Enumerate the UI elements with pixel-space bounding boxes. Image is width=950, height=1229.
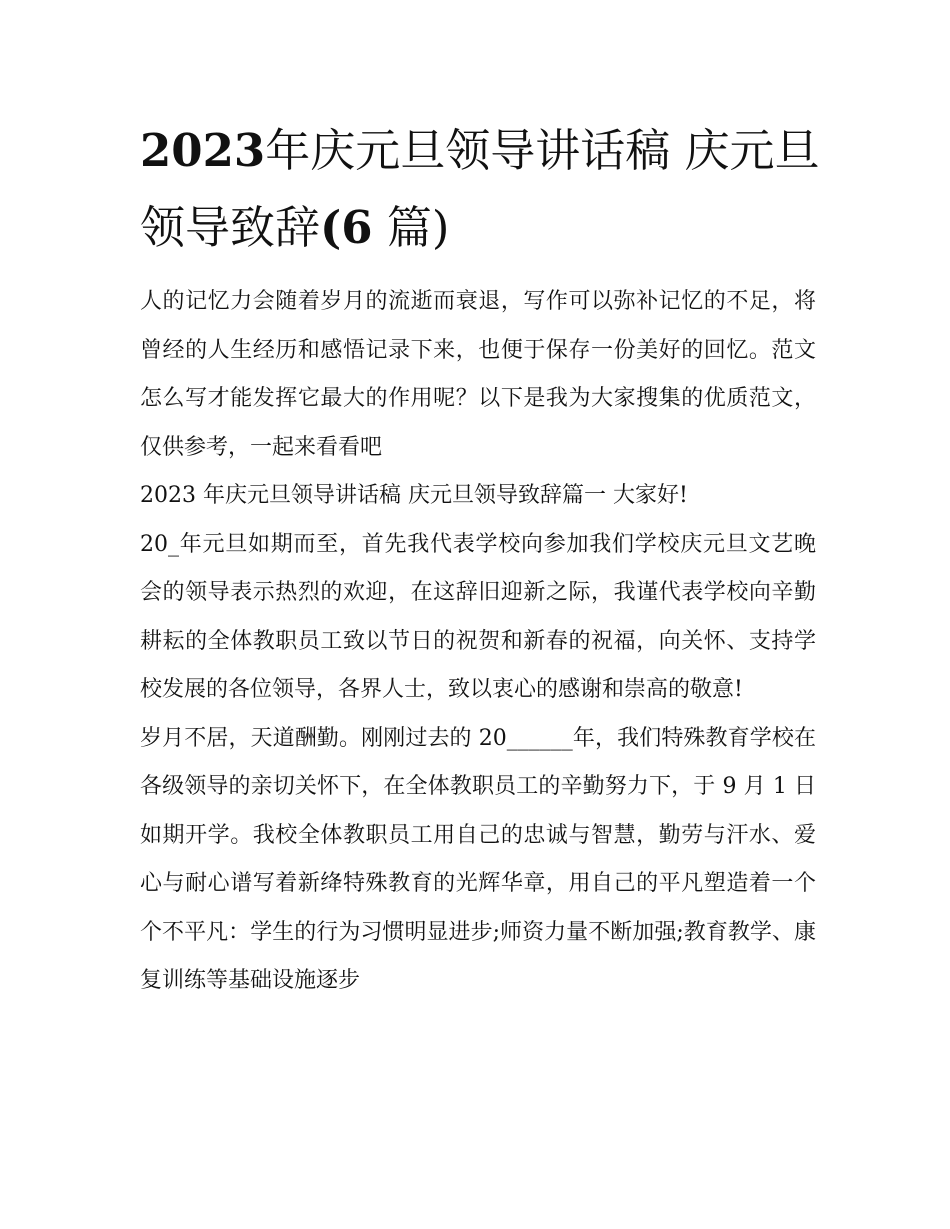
document-body — [140, 278, 816, 1006]
document-title — [140, 112, 820, 266]
paragraph-review: 岁月不居，天道酬勤。刚刚过去的 20______年，我们特殊教育学校在各级领导的亲切关怀下，在全体教职员工的辛勤努力下，于 9 月 1 日如期开学。我校全体教职员工用自己的忠诚与智慧，勤劳与汗水、爱心与耐心谱写着新绛特殊教育的光辉华章，用自己的平凡塑造着一个个不平凡：学生的行为习惯明显进步;师资力量不断加强;教育教学、康复训练等基础设施逐步 — [140, 725, 816, 993]
title-main: 年庆元旦领导讲话稿 庆元旦领导致辞 — [140, 124, 820, 254]
paragraph-heading: 2023 年庆元旦领导讲话稿 庆元旦领导致辞篇一 大家好! — [140, 483, 688, 508]
title-count: (6 — [320, 201, 373, 254]
title-year: 2023 — [140, 124, 266, 177]
paragraph-welcome: 20_年元旦如期而至，首先我代表学校向参加我们学校庆元旦文艺晚会的领导表示热烈的欢迎，在这辞旧迎新之际，我谨代表学校向辛勤耕耘的全体教职员工致以节日的祝贺和新春的祝福，向关怀、支持学校发展的各位领导，各界人士，致以衷心的感谢和崇高的敬意! — [140, 531, 816, 702]
title-suffix: 篇) — [372, 201, 450, 254]
paragraph-intro: 人的记忆力会随着岁月的流逝而衰退，写作可以弥补记忆的不足，将曾经的人生经历和感悟记录下来，也便于保存一份美好的回忆。范文怎么写才能发挥它最大的作用呢？以下是我为大家搜集的优质范文，仅供参考，一起来看看吧 — [140, 289, 816, 460]
